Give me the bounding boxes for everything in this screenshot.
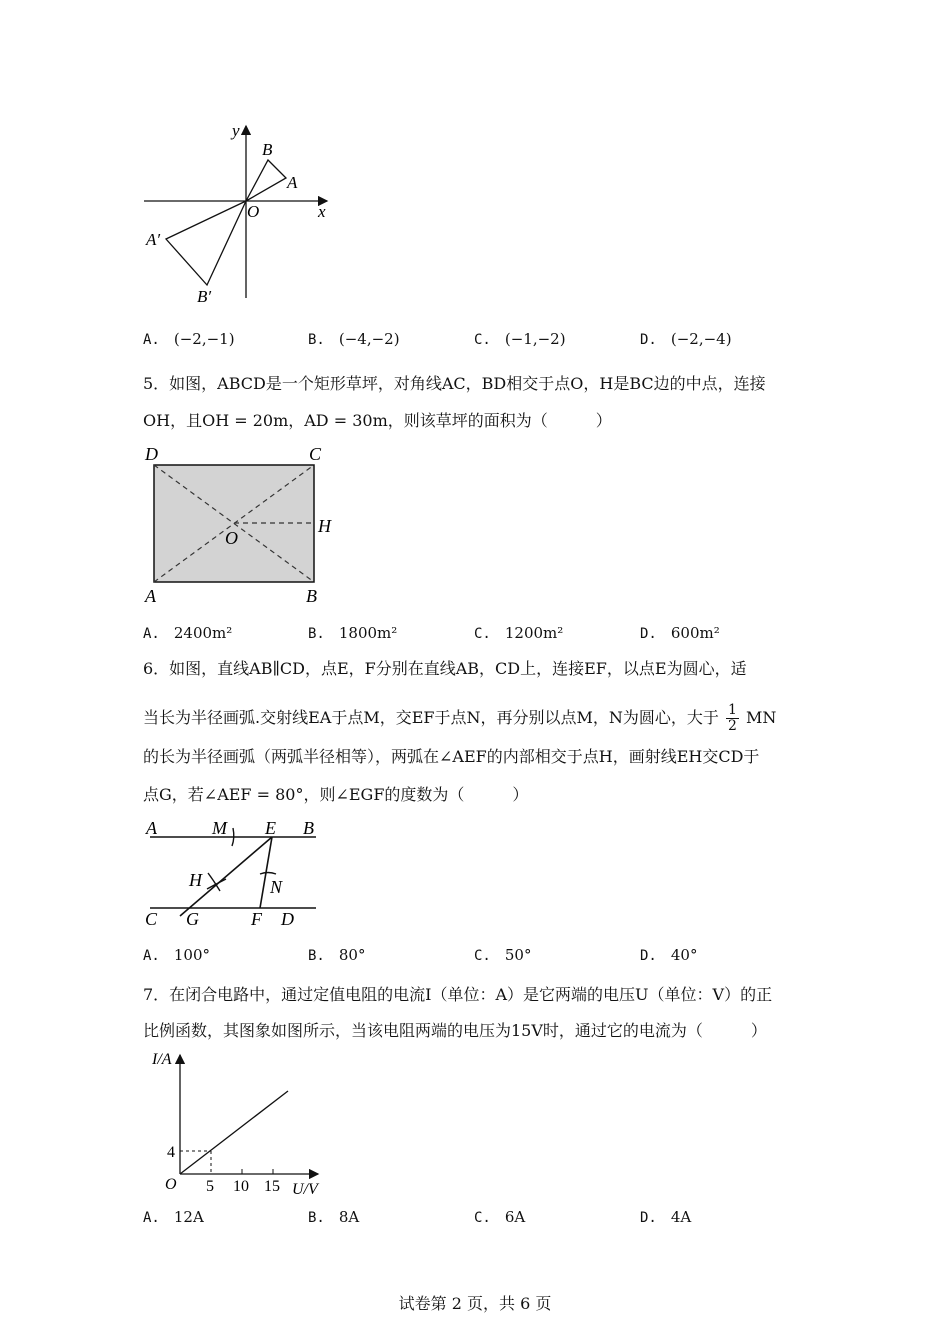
q4-triangle-OAB [246, 160, 286, 201]
q6-fraction: $\frac{1}{2}$ [727, 702, 737, 734]
q7-stem-line1: 7．在闭合电路中，通过定值电阻的电流I（单位：A）是它两端的电压U（单位：V）的正 [143, 985, 773, 1004]
q7-option-d: D. 4A [640, 1208, 692, 1226]
q5-stem-line2: OH，且OH = 20m，AD = 30m，则该草坪的面积为（ ） [143, 411, 612, 430]
q6-parallel-lines-figure [140, 812, 340, 937]
q7-y-tick-4: 4 [167, 1144, 175, 1161]
q7-x-tick-5: 5 [206, 1178, 214, 1195]
q7-option-a: A. 12A [143, 1208, 204, 1226]
q5-label-O: O [225, 528, 238, 548]
q5-label-A: A [145, 586, 156, 606]
q4-label-origin: O [247, 202, 260, 221]
q4-label-B: B [262, 140, 273, 159]
q5-label-D: D [145, 444, 158, 464]
q4-triangle-OA'B' [166, 201, 246, 285]
q6-option-a: A. 100° [143, 946, 210, 964]
q7-option-b: B. 8A [308, 1208, 360, 1226]
page-footer: 试卷第 2 页，共 6 页 [398, 1294, 552, 1313]
q4-option-b: B. (−4,−2) [308, 330, 400, 348]
q4-label-A: A [287, 173, 298, 192]
q6-label-B: B [303, 818, 314, 838]
q7-stem-line2: 比例函数，其图象如图所示，当该电阻两端的电压为15V时，通过它的电流为（ ） [143, 1021, 767, 1040]
q6-label-M: M [212, 818, 227, 838]
q6-label-N: N [270, 877, 283, 897]
q7-x-tick-10: 10 [233, 1178, 249, 1195]
q7-current-voltage-graph [140, 1045, 340, 1200]
q4-label-B-prime: B′ [197, 287, 212, 306]
q6-label-F: F [251, 909, 262, 929]
q4-coordinate-figure [140, 118, 340, 308]
q6-arc-H2 [207, 879, 226, 889]
q7-ylabel: I/A [152, 1051, 172, 1068]
q5-option-b: B. 1800m² [308, 624, 398, 642]
q7-xlabel: U/V [292, 1181, 318, 1198]
q6-option-d: D. 40° [640, 946, 698, 964]
q4-label-x: x [318, 202, 326, 221]
q6-label-C: C [145, 909, 158, 929]
q5-option-d: D. 600m² [640, 624, 720, 642]
q5-stem-line1: 5．如图，ABCD是一个矩形草坪，对角线AC，BD相交于点O，H是BC边的中点，连接 [143, 374, 766, 393]
q6-option-b: B. 80° [308, 946, 366, 964]
q4-label-y: y [232, 121, 240, 140]
q5-option-a: A. 2400m² [143, 624, 233, 642]
q7-x-tick-15: 15 [264, 1178, 280, 1195]
q6-label-D: D [281, 909, 294, 929]
q7-proportional-line [180, 1091, 288, 1174]
q6-stem-line1: 6．如图，直线AB∥CD，点E，F分别在直线AB，CD上，连接EF，以点E为圆心，适 [143, 659, 747, 678]
q4-option-a: A. (−2,−1) [143, 330, 235, 348]
q5-rectangle-figure [140, 440, 340, 610]
q6-arc-N [260, 873, 276, 875]
q6-stem-line2: 当长为半径画弧.交射线EA于点M，交EF于点N，再分别以点M，N为圆心，大于 $\frac{1}{2}$ MN [143, 702, 777, 734]
q7-option-c: C. 6A [474, 1208, 526, 1226]
q4-option-c: C. (−1,−2) [474, 330, 566, 348]
q5-label-C: C [309, 444, 322, 464]
q6-label-G: G [186, 909, 199, 929]
q5-label-B: B [306, 586, 317, 606]
q5-option-c: C. 1200m² [474, 624, 564, 642]
q6-label-A: A [146, 818, 157, 838]
q6-label-H: H [189, 870, 202, 890]
q4-option-d: D. (−2,−4) [640, 330, 732, 348]
q6-label-E: E [265, 818, 276, 838]
q6-option-c: C. 50° [474, 946, 532, 964]
q4-label-A-prime: A′ [146, 230, 161, 249]
q6-arc-H1 [208, 873, 220, 891]
q6-stem-line4: 点G，若∠AEF = 80°，则∠EGF的度数为（ ） [143, 785, 529, 804]
q6-stem-line3: 的长为半径画弧（两弧半径相等），两弧在∠AEF的内部相交于点H，画射线EH交CD于 [143, 747, 760, 766]
q7-origin-label: O [165, 1176, 177, 1193]
q5-label-H: H [318, 516, 331, 536]
